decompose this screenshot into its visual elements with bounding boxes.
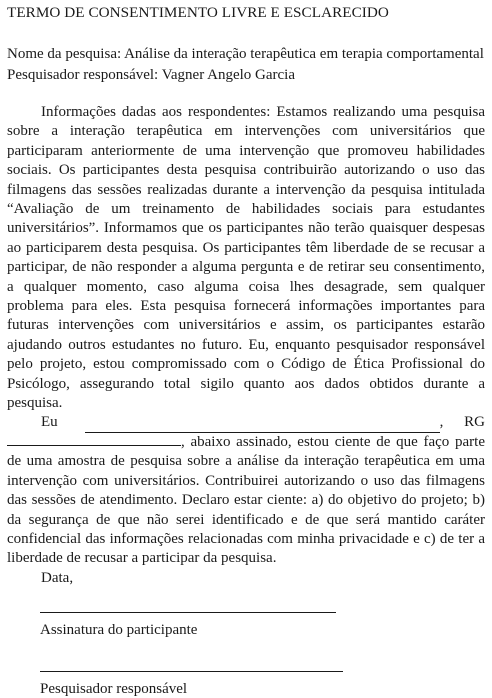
declaration-text: , abaixo assinado, estou ciente de que faço parte de uma amostra de pesquisa sobre a análise da interação terapêutica em uma intervenção com universitários. Contribuirei autorizando o uso das filmagens das sessões de atendimento. Declaro estar ciente: a) do objetivo do projeto; b) da segurança de que não serei identificado e de que será mantido caráter confidencial das informações relacionadas com minha privacidade e c) de ter a liberdade de recusar a participar da pesquisa. xyxy=(7,433,485,567)
participant-name-blank[interactable] xyxy=(85,420,440,433)
declaration-comma: , xyxy=(439,414,444,431)
research-meta xyxy=(7,44,484,86)
declaration-rg: RG xyxy=(464,414,485,431)
declaration-eu: Eu xyxy=(41,414,58,431)
researcher-signature-line[interactable] xyxy=(40,671,343,672)
declaration-name-line xyxy=(7,414,485,433)
declaration-paragraph xyxy=(7,433,485,569)
rg-blank[interactable] xyxy=(7,433,181,446)
researcher-signature-block xyxy=(40,671,343,698)
date-line: Data, xyxy=(41,569,74,586)
researcher-signature-label: Pesquisador responsável xyxy=(40,681,188,697)
participant-signature-block xyxy=(40,612,336,639)
information-paragraph: Informações dadas aos respondentes: Estamos realizando uma pesquisa sobre a interação terapêutica em intervenções com universitários que participaram anteriormente de uma intervenção que promoveu habilidades sociais. Os participantes desta pesquisa contribuirão autorizando o uso das filmagens das sessões realizadas durante a intervenção da pesquisa intitulada “Avaliação de um treinamento de habilidades sociais para estudantes universitários”. Informamos que os participantes não terão quaisquer despesas ao participarem desta pesquisa. Os participantes têm liberdade de se recusar a participar, de não responder a alguma pergunta e de retirar seu consentimento, a qualquer momento, caso alguma coisa lhes desagrade, sem qualquer problema para eles. Esta pesquisa fornecerá informações importantes para futuras intervenções com universitários e assim, os participantes estarão ajudando outros estudantes no futuro. Eu, enquanto pesquisador responsável pelo projeto, estou compromissado com o Código de Ética Profissional do Psicólogo, assegurando total sigilo quanto aos dados obtidos durante a pesquisa. xyxy=(7,104,485,412)
consent-body xyxy=(7,103,485,588)
research-name: Nome da pesquisa: Análise da interação terapêutica em terapia comportamental xyxy=(7,46,484,62)
participant-signature-label: Assinatura do participante xyxy=(40,622,198,638)
document-title: TERMO DE CONSENTIMENTO LIVRE E ESCLARECIDO xyxy=(7,4,389,21)
researcher-name: Pesquisador responsável: Vagner Angelo Garcia xyxy=(7,67,295,83)
participant-signature-line[interactable] xyxy=(40,612,336,613)
